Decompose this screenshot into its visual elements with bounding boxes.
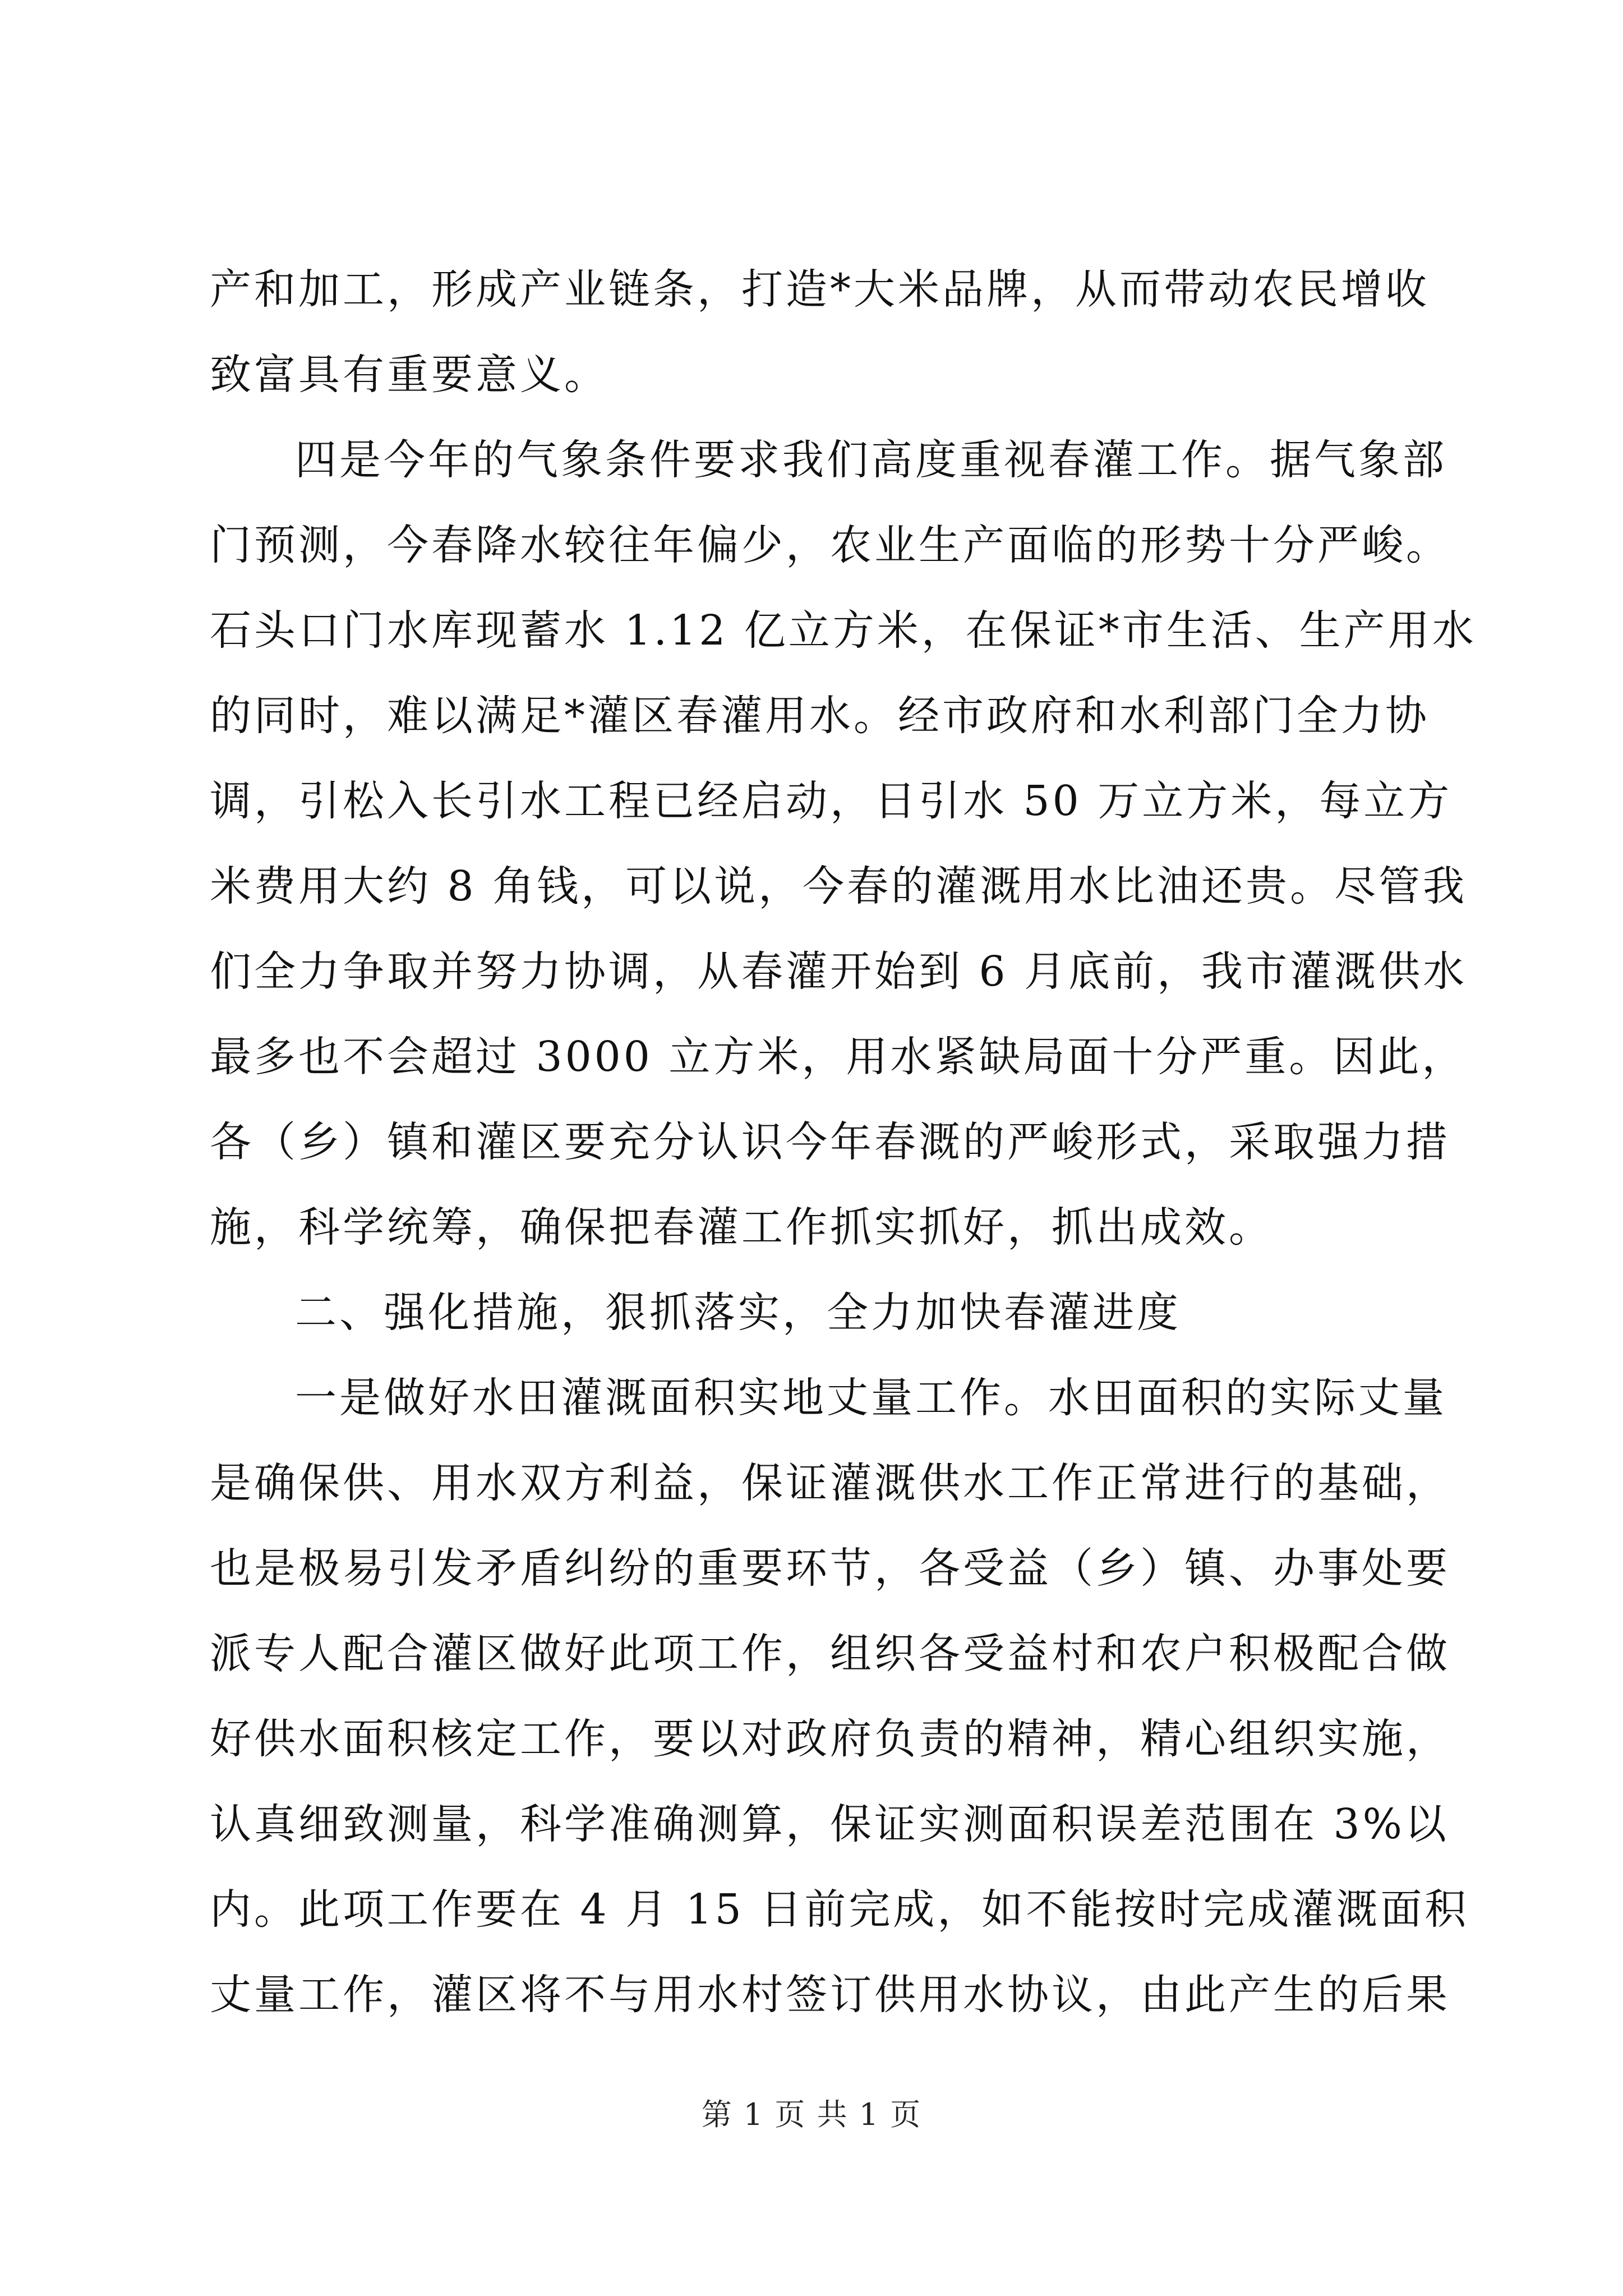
text-line: 也是极易引发矛盾纠纷的重要环节，各受益（乡）镇、办事处要 xyxy=(210,1544,1450,1593)
section-heading: 二、强化措施，狠抓落实，全力加快春灌进度 xyxy=(295,1289,1181,1337)
text-line: 施，科学统筹，确保把春灌工作抓实抓好，抓出成效。 xyxy=(210,1203,1273,1251)
text-line: 好供水面积核定工作，要以对政府负责的精神，精心组织实施， xyxy=(210,1715,1450,1763)
text-line: 各（乡）镇和灌区要充分认识今年春溉的严峻形式，采取强力措 xyxy=(210,1118,1450,1166)
text-line: 米费用大约 8 角钱，可以说，今春的灌溉用水比油还贵。尽管我 xyxy=(210,862,1468,910)
text-line: 派专人配合灌区做好此项工作，组织各受益村和农户积极配合做 xyxy=(210,1630,1450,1678)
text-line: 产和加工，形成产业链条，打造*大米品牌，从而带动农民增收 xyxy=(210,265,1430,314)
paragraph-start-line: 四是今年的气象条件要求我们高度重视春灌工作。据气象部 xyxy=(295,436,1447,484)
text-line: 致富具有重要意义。 xyxy=(210,351,608,399)
text-line: 的同时，难以满足*灌区春灌用水。经市政府和水利部门全力协 xyxy=(210,692,1430,740)
text-line: 调，引松入长引水工程已经启动，日引水 50 万立方米，每立方 xyxy=(210,777,1453,825)
text-line: 最多也不会超过 3000 立方米，用水紧缺局面十分严重。因此， xyxy=(210,1033,1467,1081)
text-line: 丈量工作，灌区将不与用水村签订供用水协议，由此产生的后果 xyxy=(210,1971,1450,2019)
text-line: 石头口门水库现蓄水 1.12 亿立方米，在保证*市生活、生产用水 xyxy=(210,606,1477,655)
text-line: 们全力争取并努力协调，从春灌开始到 6 月底前，我市灌溉供水 xyxy=(210,947,1468,996)
text-line: 内。此项工作要在 4 月 15 日前完成，如不能按时完成灌溉面积 xyxy=(210,1885,1469,1934)
text-line: 门预测，今春降水较往年偏少，农业生产面临的形势十分严峻。 xyxy=(210,521,1450,569)
document-body xyxy=(210,247,1477,2037)
page-number-footer: 第 1 页 共 1 页 xyxy=(701,2097,922,2132)
text-line: 认真细致测量，科学准确测算，保证实测面积误差范围在 3%以 xyxy=(210,1800,1449,1848)
text-line: 是确保供、用水双方利益，保证灌溉供水工作正常进行的基础， xyxy=(210,1459,1450,1507)
paragraph-start-line: 一是做好水田灌溉面积实地丈量工作。水田面积的实际丈量 xyxy=(295,1374,1447,1422)
